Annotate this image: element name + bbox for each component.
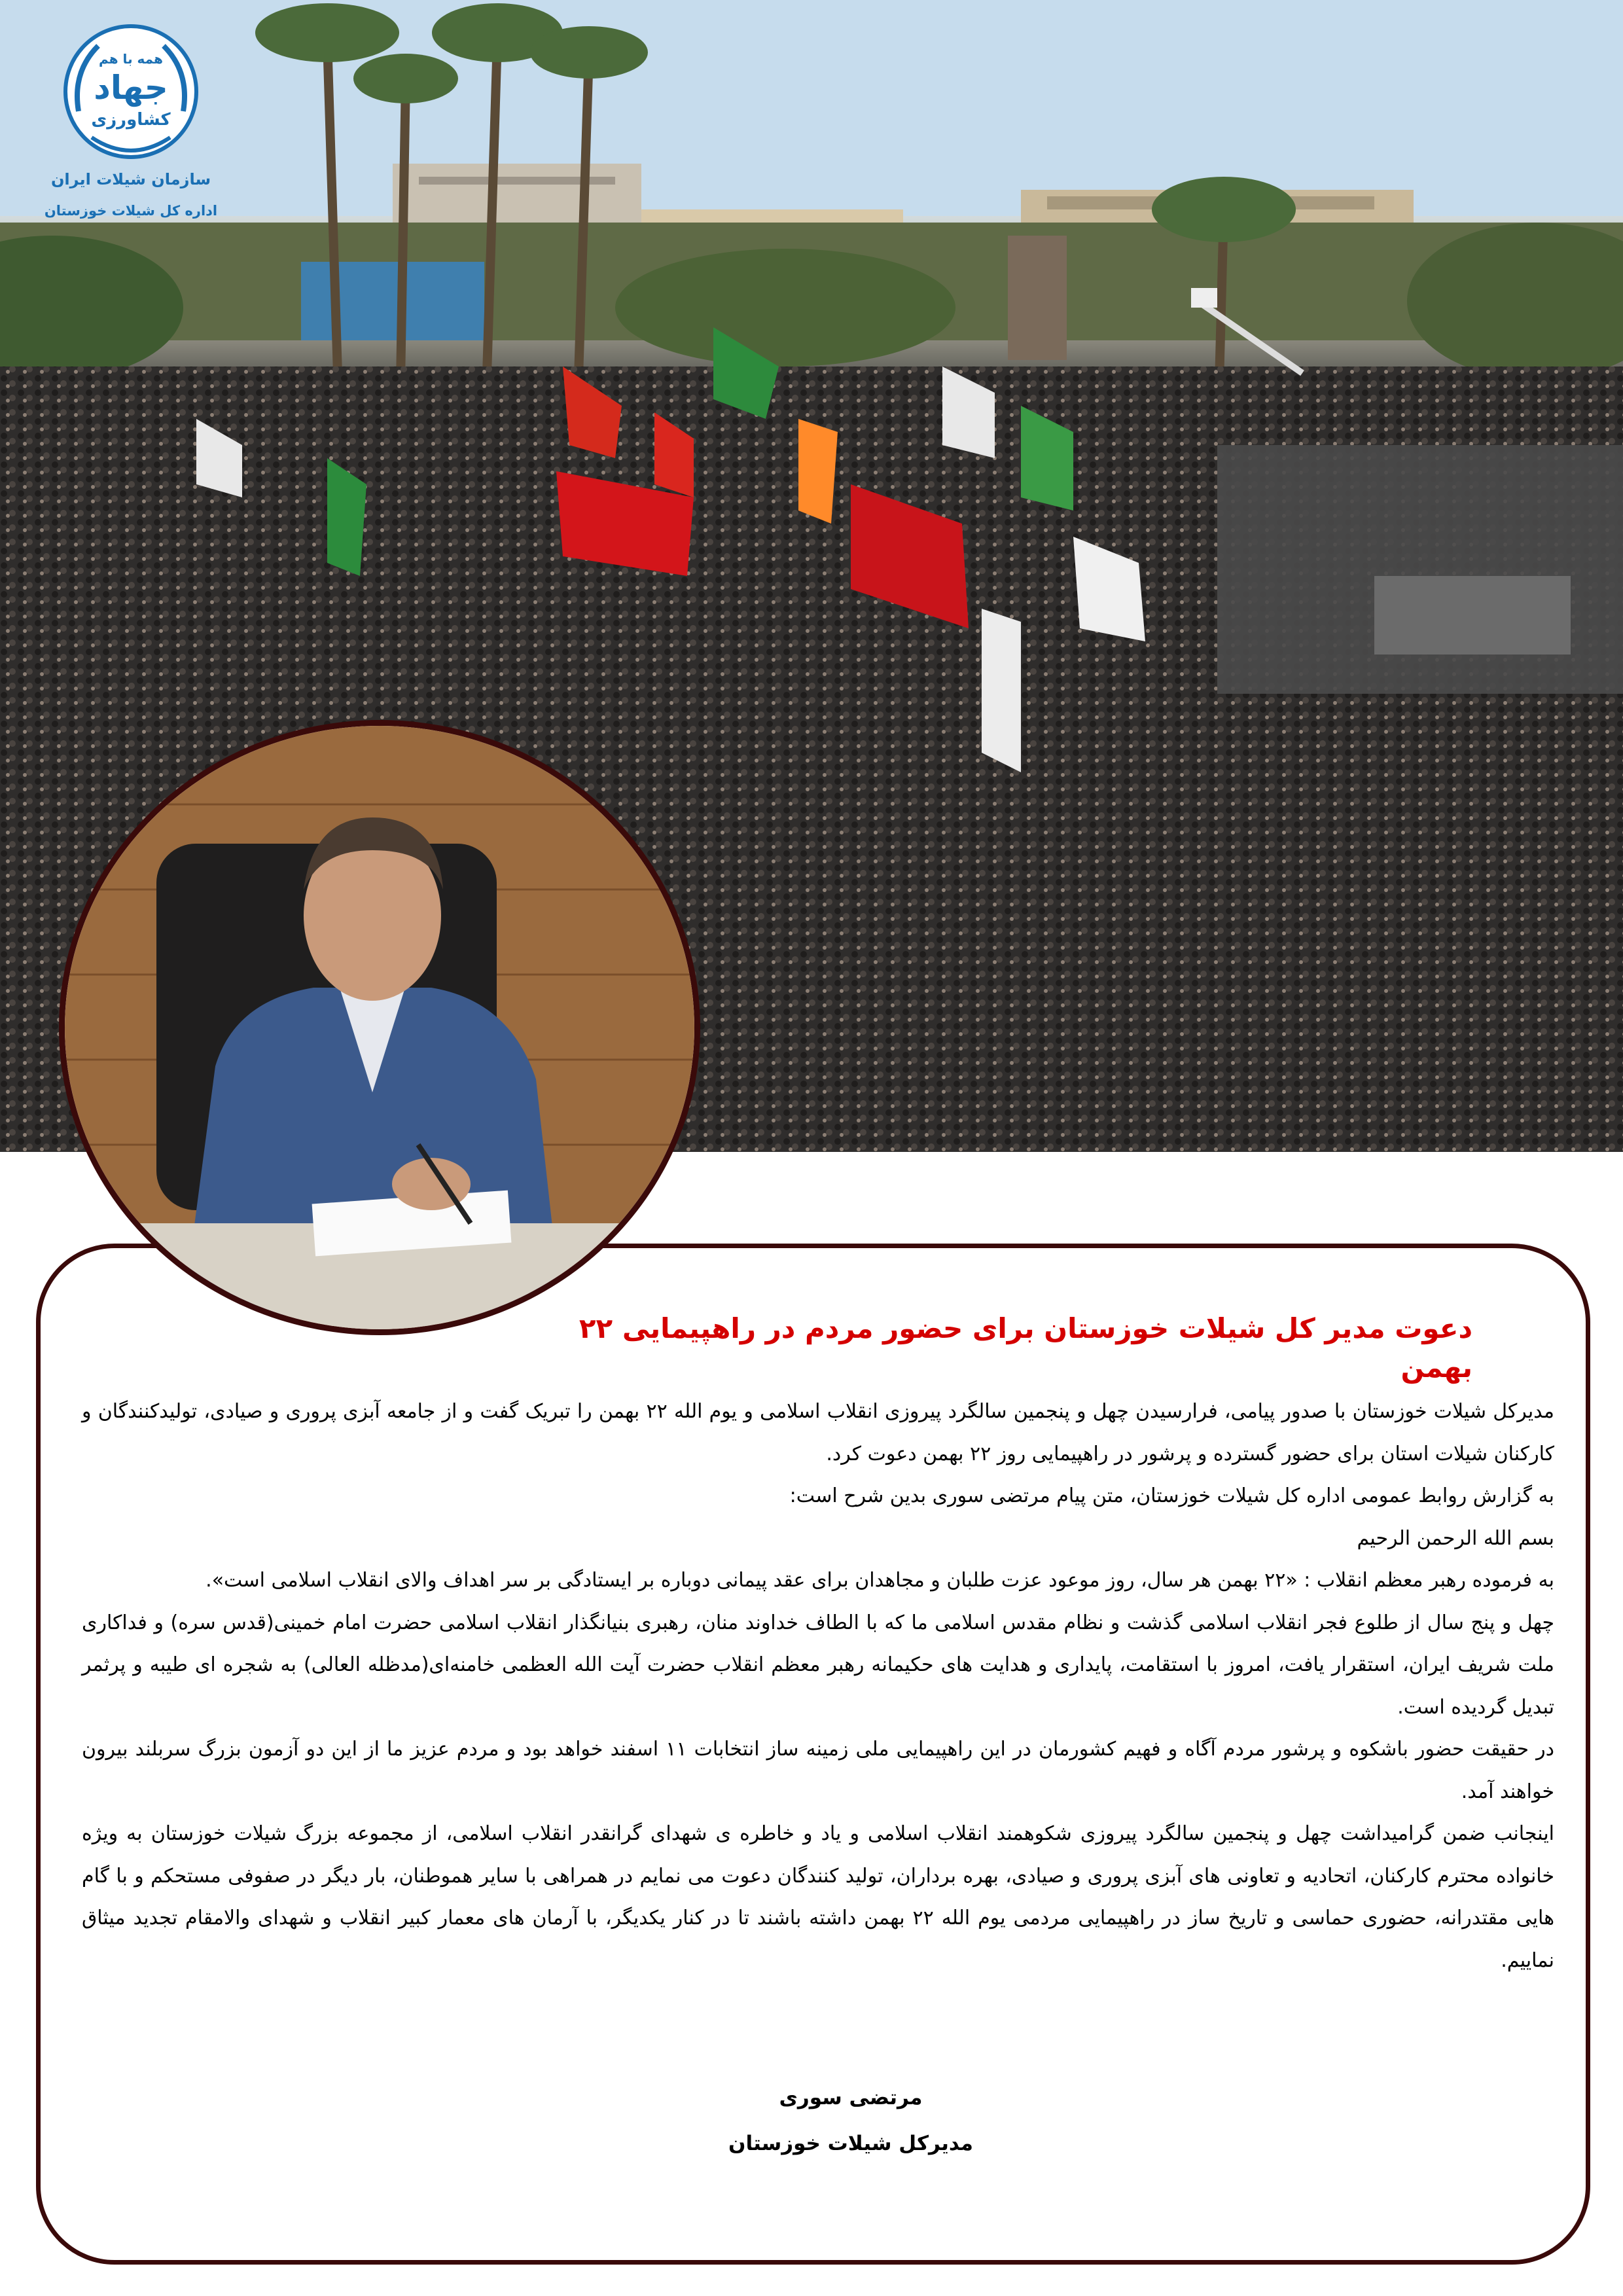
logo-slogan: همه با هم <box>99 51 163 67</box>
logo-org-line1: سازمان شیلات ایران <box>50 170 211 188</box>
signature-name: مرتضی سوری <box>779 2086 923 2109</box>
body-paragraph-1: مدیرکل شیلات خوزستان با صدور پیامی، فرارسیدن چهل و پنجمین سالگرد پیروزی انقلاب اسلامی و یوم الله ۲۲ بهمن را تبریک گفت و از جامعه آبزی پروری و صیادی، تولیدکنندگان و کارکنان شیلات استان برای حضور گسترده و پرشور در راهپیمایی روز ۲۲ بهمن دعوت کرد. <box>82 1400 1555 1465</box>
jahad-keshavarzi-logo <box>33 13 229 229</box>
body-paragraph-6: در حقیقت حضور باشکوه و پرشور مردم آگاه و فهیم کشورمان در این راهپیمایی ملی زمینه ساز انتخابات ۱۱ اسفند خواهد بود و مردم عزیز ما از این دو آزمون بزرگ سربلند بیرون خواهند آمد. <box>82 1738 1555 1803</box>
body-paragraph-2: به گزارش روابط عمومی اداره کل شیلات خوزستان، متن پیام مرتضی سوری بدین شرح است: <box>789 1484 1554 1507</box>
body-paragraph-3: بسم الله الرحمن الرحیم <box>1357 1526 1554 1550</box>
body-paragraph-4: به فرموده رهبر معظم انقلاب : «۲۲ بهمن هر سال، روز موعود عزت طلبان و مجاهدان برای عقد پیمانی دوباره بر ایستادگی بر سر اهداف والای انقلاب اسلامی است». <box>205 1569 1554 1592</box>
signature-title: مدیرکل شیلات خوزستان <box>728 2132 973 2155</box>
body-paragraph-5: چهل و پنج سال از طلوع فجر انقلاب اسلامی گذشت و نظام مقدس اسلامی ما که با الطاف خداوند منان، رهبری بنیانگذار انقلاب اسلامی حضرت امام خمینی(قدس سره) و فداکاری ملت شریف ایران، استقرار یافت، امروز با استقامت، پایداری و هدایت های حکیمانه رهبر معظم انقلاب حضرت آیت الله العظمی خامنه‌ای(مدظله العالی) به شجره ای طیبه و پرثمر تبدیل گردیده است. <box>82 1611 1554 1719</box>
director-portrait <box>59 720 700 1335</box>
body-paragraph-7: اینجانب ضمن گرامیداشت چهل و پنجمین سالگرد پیروزی شکوهمند انقلاب اسلامی و یاد و خاطره ی شهدای گرانقدر انقلاب اسلامی، از مجموعه بزرگ شیلات خوزستان به ویژه خانواده محترم کارکنان، اتحادیه و تعاونی های آبزی پروری و صیادی، بهره برداران، تولید کنندگان دعوت می نمایم در همراهی با سایر هموطنان، بار دیگر در صفوفی مستحکم و با گام هایی مقتدرانه، حضوری حماسی و تاریخ ساز در راهپیمایی مردمی یوم الله ۲۲ بهمن داشته باشند تا در کنار یکدیگر، با آرمان های معمار کبیر انقلاب و شهدای والامقام تجدید میثاق نماییم. <box>82 1822 1555 1972</box>
signature-block <box>615 2075 1086 2166</box>
message-body <box>82 1391 1554 1982</box>
headline: دعوت مدیر کل شیلات خوزستان برای حضور مردم در راهپیمایی ۲۲ بهمن <box>579 1312 1472 1384</box>
logo-name-jahad: جهاد <box>94 69 168 107</box>
logo-name-keshavarzi: کشاورزی <box>91 110 171 130</box>
logo-org-line2: اداره کل شیلات خوزستان <box>44 203 218 219</box>
